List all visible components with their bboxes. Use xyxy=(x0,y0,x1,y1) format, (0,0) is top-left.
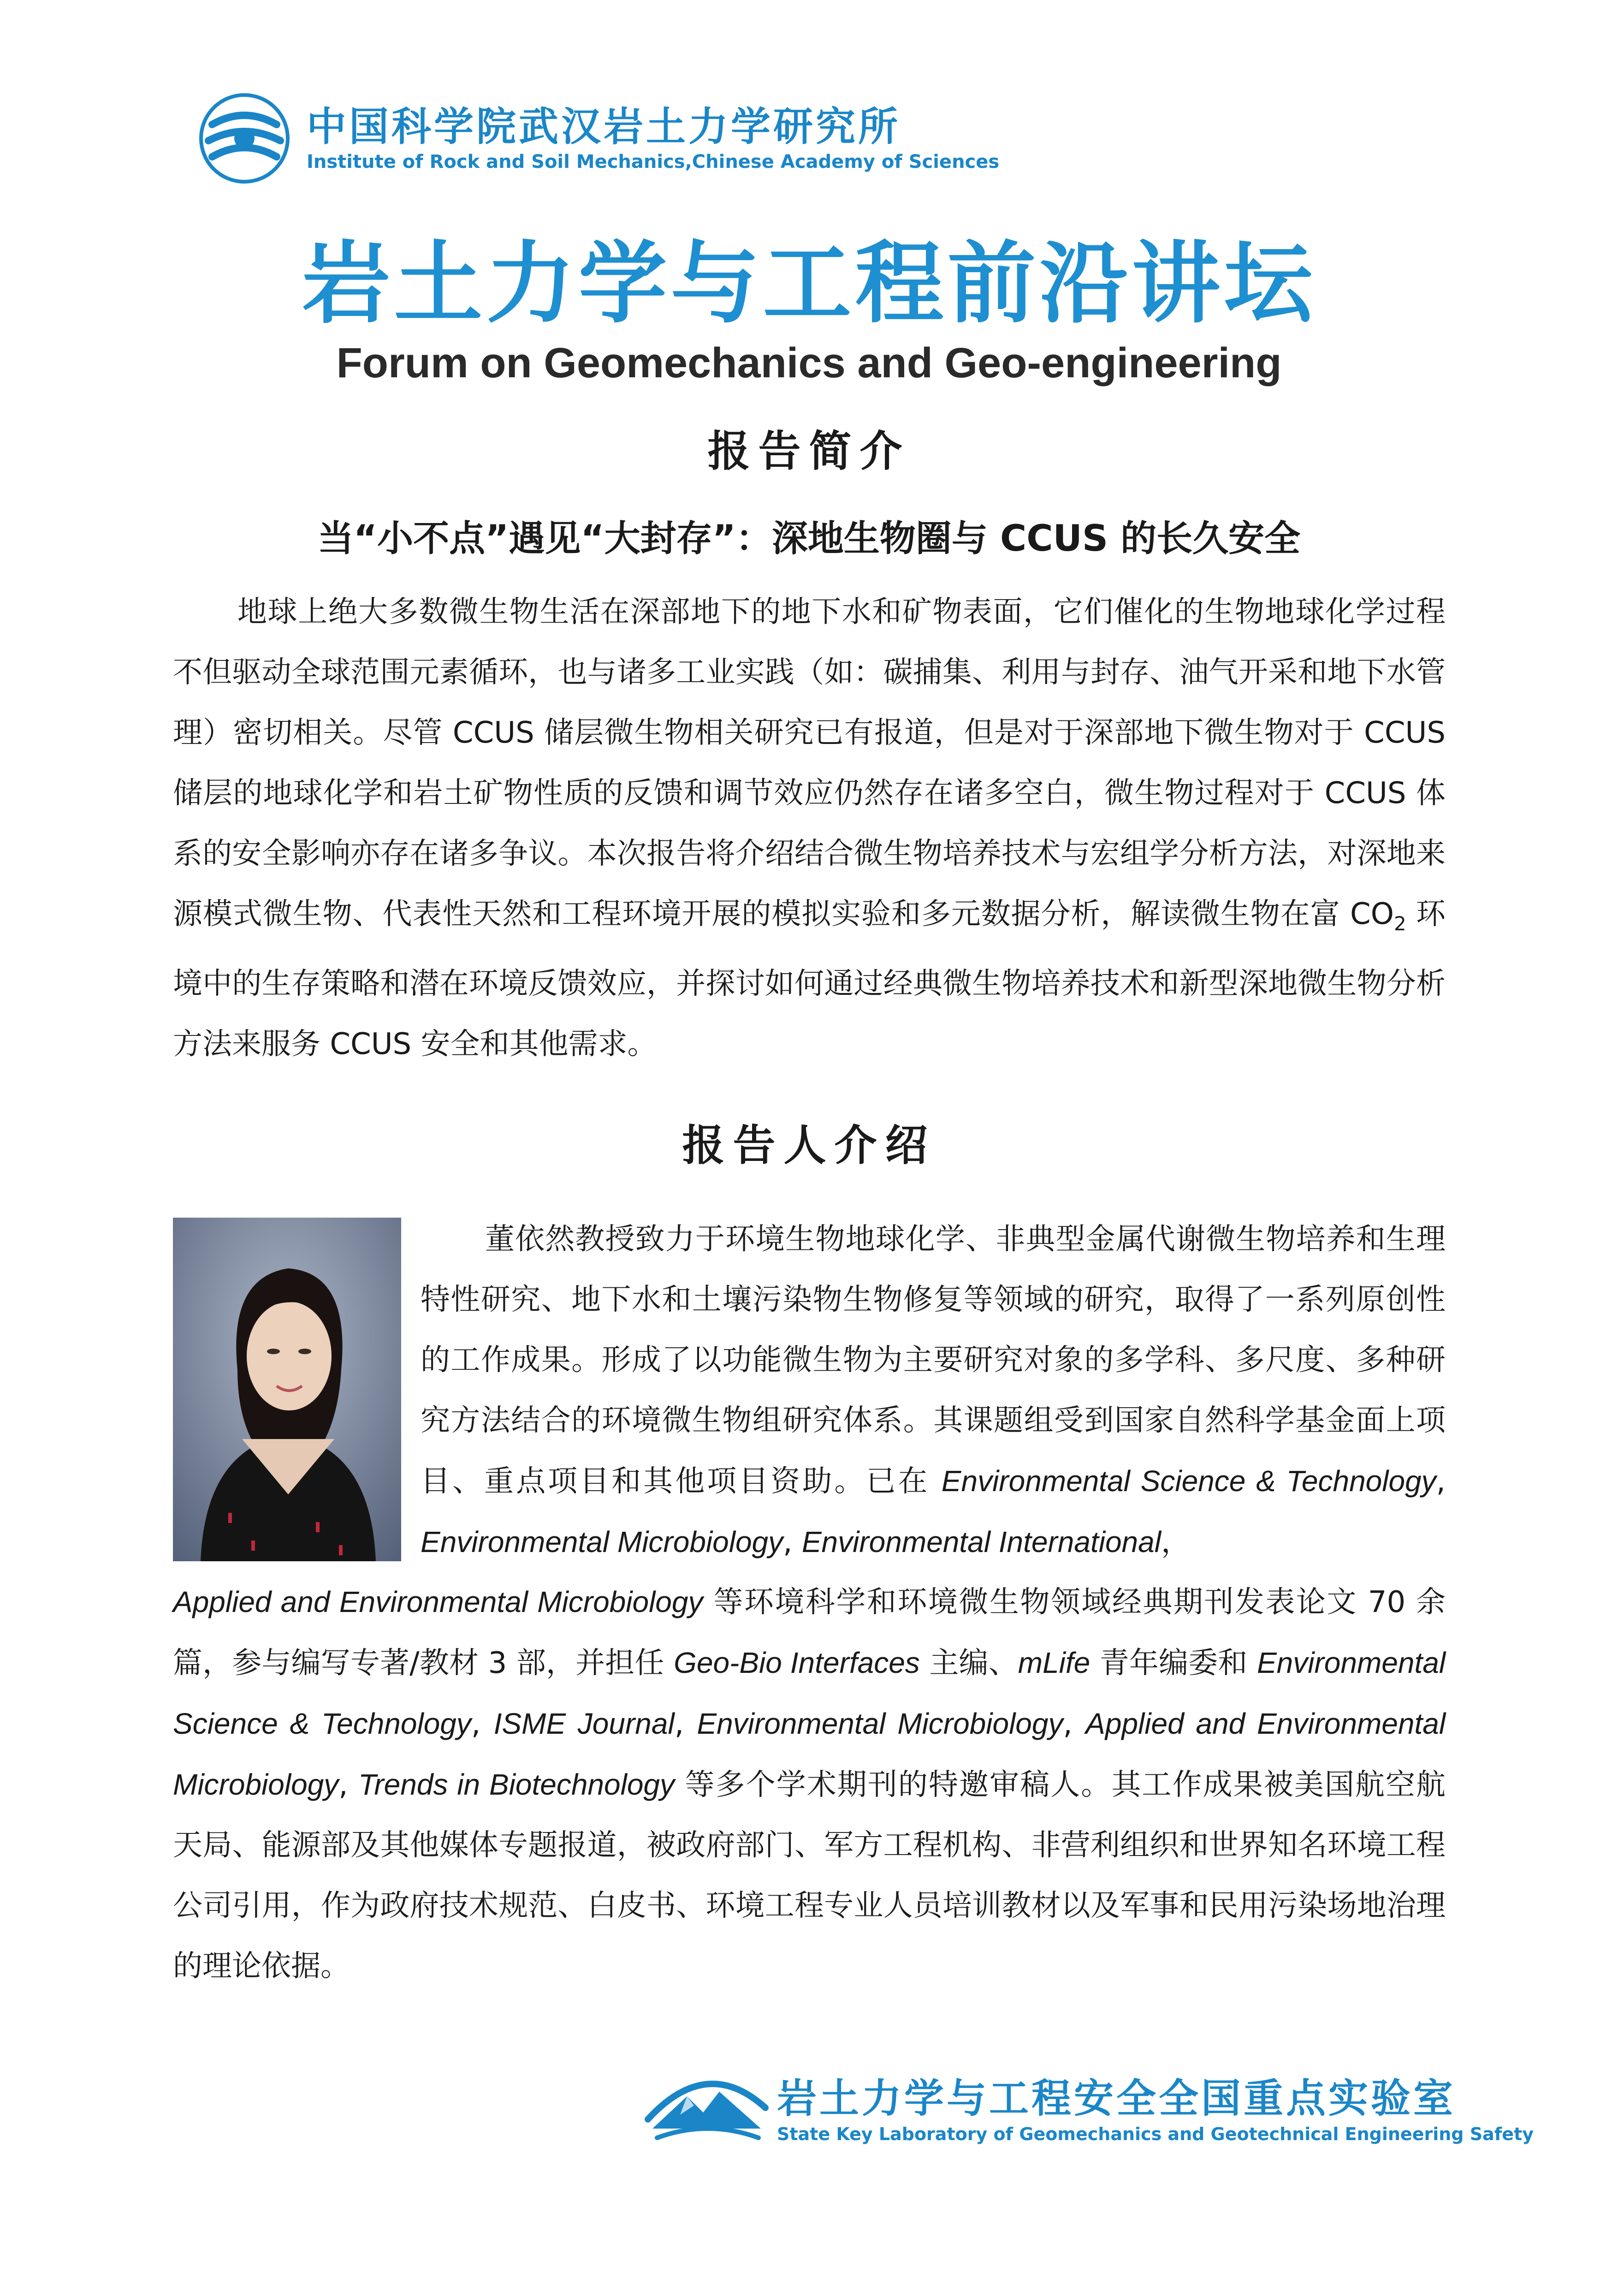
journal-name: Environmental International xyxy=(801,1525,1161,1558)
forum-title-cn: 岩土力学与工程前沿讲坛 xyxy=(302,232,1316,335)
separator: , xyxy=(471,1707,494,1741)
institute-globe-logo-icon xyxy=(198,92,290,184)
speaker-bio-bottom xyxy=(173,1572,1446,1997)
lab-name-en: State Key Laboratory of Geomechanics and Geotechnical Engineering Safety xyxy=(777,2124,1534,2144)
bio-text: 等环境科学和环境微生物领域经典期刊发表论文 70 余篇，参与编写专著/教材 3 部，并担任 xyxy=(173,1585,1446,1680)
separator: , xyxy=(338,1768,359,1802)
report-abstract xyxy=(173,582,1446,1075)
report-title: 当“小不点”遇见“大封存”：深地生物圈与 CCUS 的长久安全 xyxy=(317,518,1301,559)
bio-text: 董依然教授致力于环境生物地球化学、非典型金属代谢微生物培养和生理特性研究、地下水和土壤污染物生物修复等领域的研究，取得了一系列原创性的工作成果。形成了以功能微生物为主要研究对象的多学科、多尺度、多种研究方法结合的环境微生物组研究体系。其课题组受到国家自然科学基金面上项目、重点项目和其他项目资助。已在 xyxy=(421,1222,1446,1499)
journal-name: Environmental Microbiology xyxy=(421,1525,783,1558)
journal-name: Environmental Microbiology xyxy=(697,1707,1063,1740)
institute-name-cn: 中国科学院武汉岩土力学研究所 xyxy=(307,104,901,150)
abstract-text-b: 环境中的生存策略和潜在环境反馈效应，并探讨如何通过经典微生物培养技术和新型深地微生物分析方法来服务 CCUS 安全和其他需求。 xyxy=(173,897,1446,1061)
bio-text: 青年编委和 xyxy=(1090,1646,1257,1680)
journal-name: mLife xyxy=(1018,1646,1091,1679)
institute-name-en: Institute of Rock and Soil Mechanics,Chinese Academy of Sciences xyxy=(307,151,1000,172)
speaker-photo xyxy=(173,1218,401,1561)
abstract-text-a: 地球上绝大多数微生物生活在深部地下的地下水和矿物表面，它们催化的生物地球化学过程不但驱动全球范围元素循环，也与诸多工业实践（如：碳捕集、利用与封存、油气开采和地下水管理）密切相关。尽管 CCUS 储层微生物相关研究已有报道，但是对于深部地下微生物对于 CCUS 储层的地球化学和岩土矿物性质的反馈和调节效应仍然存在诸多空白，微生物过程对于 CCUS 体系的安全影响亦存在诸多争议。本次报告将介绍结合微生物培养技术与宏组学分析方法，对深地来源模式微生物、代表性天然和工程环境开展的模拟实验和多元数据分析，解读微生物在富 CO xyxy=(173,595,1446,931)
separator: , xyxy=(1436,1464,1446,1499)
lab-name-cn: 岩土力学与工程安全全国重点实验室 xyxy=(777,2076,1456,2122)
journal-name: ISME Journal xyxy=(493,1707,675,1740)
bio-text: 等多个学术期刊的特邀审稿人。其工作成果被美国航空航天局、能源部及其他媒体专题报道，被政府部门、军方工程机构、非营利组织和世界知名环境工程公司引用，作为政府技术规范、白皮书、环境工程专业人员培训教材以及军事和民用污染场地治理的理论依据。 xyxy=(173,1768,1446,1983)
report-heading: 报告简介 xyxy=(707,427,911,476)
forum-title-en: Forum on Geomechanics and Geo-engineering xyxy=(336,339,1282,387)
separator: ， xyxy=(1161,1525,1191,1559)
speaker-bio-top xyxy=(421,1209,1446,1573)
journal-name: Trends in Biotechnology xyxy=(358,1768,675,1801)
journal-name: Applied and Environmental Microbiology xyxy=(173,1585,703,1618)
journal-name: Environmental Science & Technology xyxy=(941,1464,1436,1498)
bio-text: 主编、 xyxy=(919,1646,1018,1680)
journal-name: Environmental Science & Technology xyxy=(173,1646,1446,1740)
separator: , xyxy=(1063,1707,1086,1741)
separator: , xyxy=(674,1707,697,1741)
journal-name: Geo-Bio Interfaces xyxy=(674,1646,920,1679)
separator: , xyxy=(783,1525,802,1559)
abstract-subscript: 2 xyxy=(1394,912,1406,935)
speaker-heading: 报告人介绍 xyxy=(682,1121,936,1170)
journal-name: Applied and Environmental Microbiology xyxy=(173,1707,1446,1801)
lab-mountain-logo-icon xyxy=(643,2064,770,2145)
